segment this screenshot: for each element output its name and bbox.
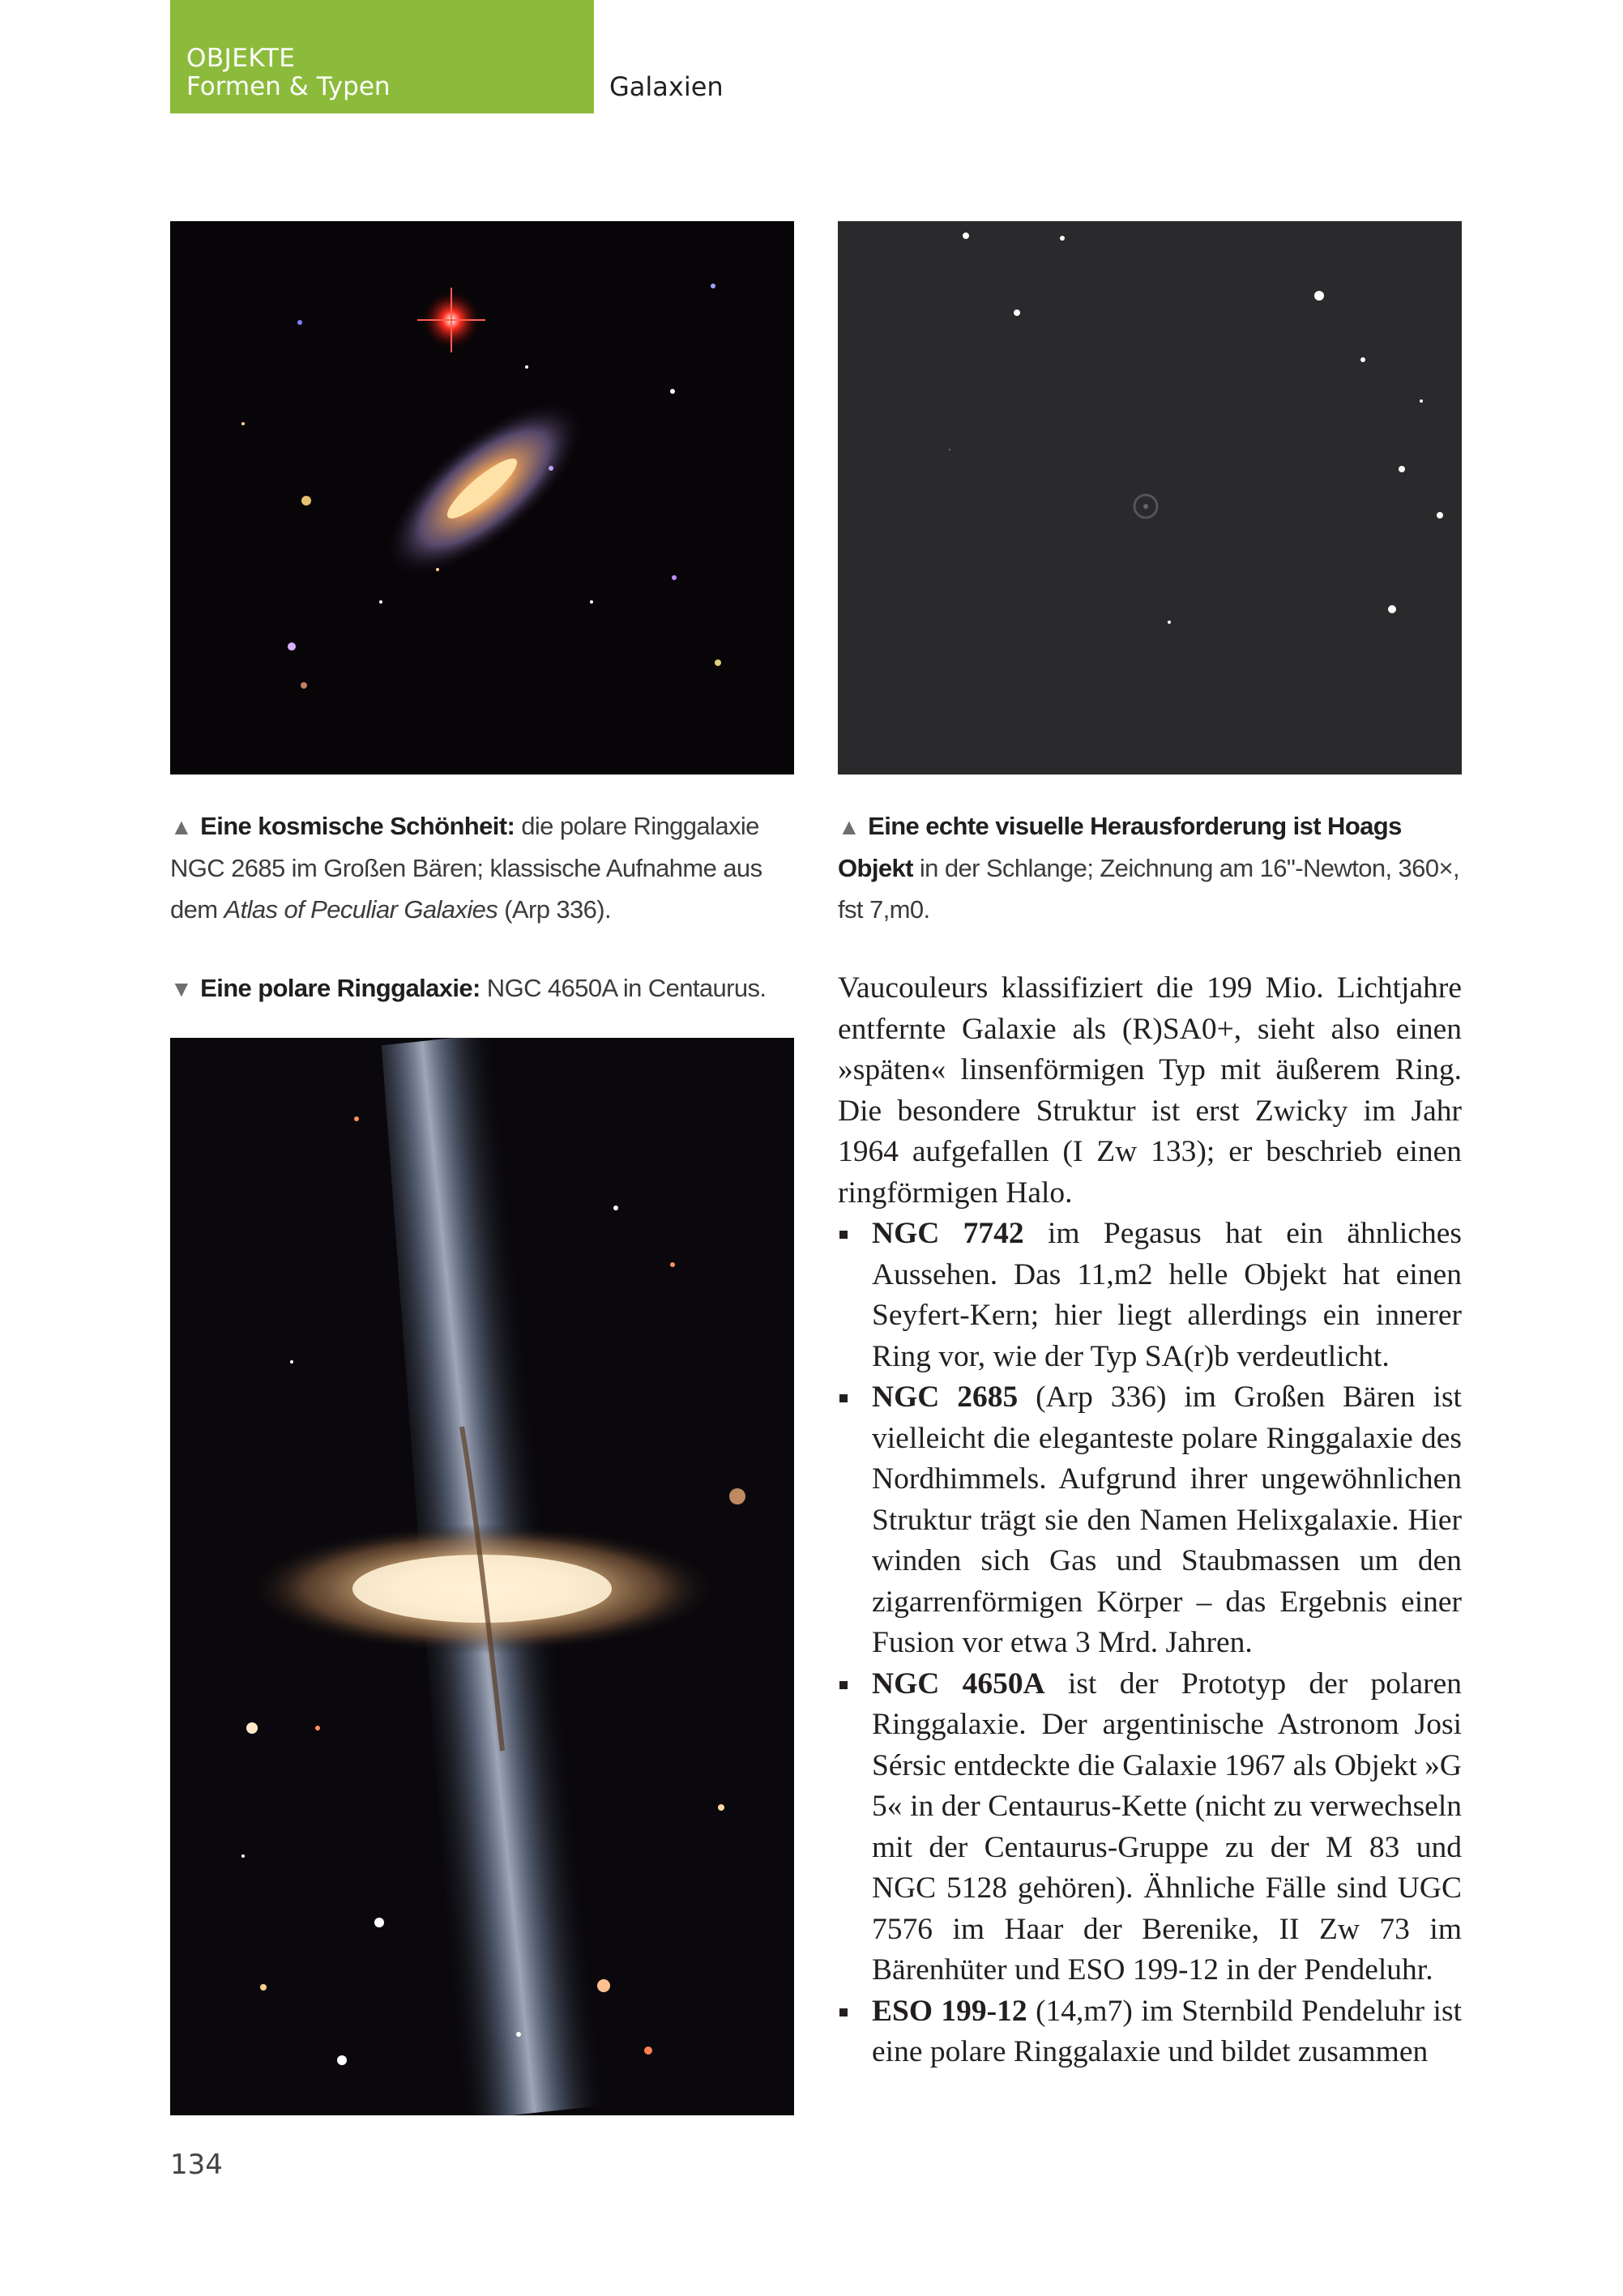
- photo-ngc-4650a: [170, 1038, 794, 2115]
- bullet-icon: [839, 1394, 848, 1402]
- caption-heading: Eine kosmische Schönheit:: [200, 812, 515, 840]
- bullet-icon: [839, 2008, 848, 2016]
- triangle-up-icon: ▲: [838, 814, 861, 839]
- bullet-icon: [839, 1681, 848, 1689]
- triangle-down-icon: ▼: [170, 976, 193, 1001]
- page-number: 134: [170, 2149, 223, 2181]
- caption-heading: Eine echte visuelle Herausforderung ist Hoags Objekt: [838, 812, 1402, 882]
- list-item: ESO 199-12 (14,m7) im Sternbild Pendeluhr ist eine polare Ringgalaxie und bildet zusammen: [838, 1991, 1462, 2073]
- caption-heading: Eine polare Ringgalaxie:: [200, 974, 480, 1002]
- caption-ngc-4650a: ▼ Eine polare Ringgalaxie: NGC 4650A in Centaurus.: [170, 974, 767, 1002]
- intro-paragraph: Vaucouleurs klassifiziert die 199 Mio. Lichtjahre entfernte Galaxie als (R)SA0+, sieht also einen »späten« linsenförmigen Typ mit äußerem Ring. Die besondere Struktur ist erst Zwicky im Jahr 1964 aufgefallen (I Zw 133); er beschrieb einen ringförmigen Halo.: [838, 971, 1462, 1210]
- body-text: [838, 968, 1462, 2073]
- triangle-up-icon: ▲: [170, 814, 193, 839]
- topic-label: Galaxien: [609, 71, 724, 102]
- bullet-icon: [839, 1231, 848, 1239]
- list-item: NGC 4650A ist der Prototyp der polaren Ringgalaxie. Der argentinische Astronom Josi Sérsic entdeckte die Galaxie 1967 als Objekt »G 5« in der Centaurus-Kette (nicht zu verwechseln mit der Centaurus-Gruppe zu der M 83 und NGC 5128 gehören). Ähnliche Fälle sind UGC 7576 im Haar der Berenike, II Zw 73 im Bärenhüter und ESO 199-12 in der Pendeluhr.: [838, 1664, 1462, 1991]
- list-item: NGC 7742 im Pegasus hat ein ähnliches Aussehen. Das 11,m2 helle Objekt hat einen Seyfert-Kern; hier liegt allerdings ein innerer Ring vor, wie der Typ SA(r)b verdeutlicht.: [838, 1214, 1462, 1377]
- list-item: NGC 2685 (Arp 336) im Großen Bären ist vielleicht die eleganteste polare Ringgalaxie des Nordhimmels. Aufgrund ihrer ungewöhnlichen Struktur trägt sie den Namen Helixgalaxie. Hier winden sich Gas und Staubmassen um den zigarrenförmigen Körper – das Ergebnis einer Fusion vor etwa 3 Mrd. Jahren.: [838, 1377, 1462, 1664]
- subsection-label: Formen & Typen: [186, 72, 391, 101]
- section-label: OBJEKTE: [186, 44, 296, 73]
- caption-hoags-object: ▲ Eine echte visuelle Herausforderung ist Hoags Objekt in der Schlange; Zeichnung am 16"-Newton, 360×, fst 7,m0.: [838, 812, 1459, 924]
- caption-ngc-2685: ▲ Eine kosmische Schönheit: die polare Ringgalaxie NGC 2685 im Großen Bären; klassische Aufnahme aus dem Atlas of Peculiar Galaxies (Arp 336).: [170, 812, 762, 924]
- object-list: [838, 1214, 1462, 2073]
- drawing-hoags-object: [838, 221, 1462, 775]
- photo-ngc-2685: [170, 221, 794, 775]
